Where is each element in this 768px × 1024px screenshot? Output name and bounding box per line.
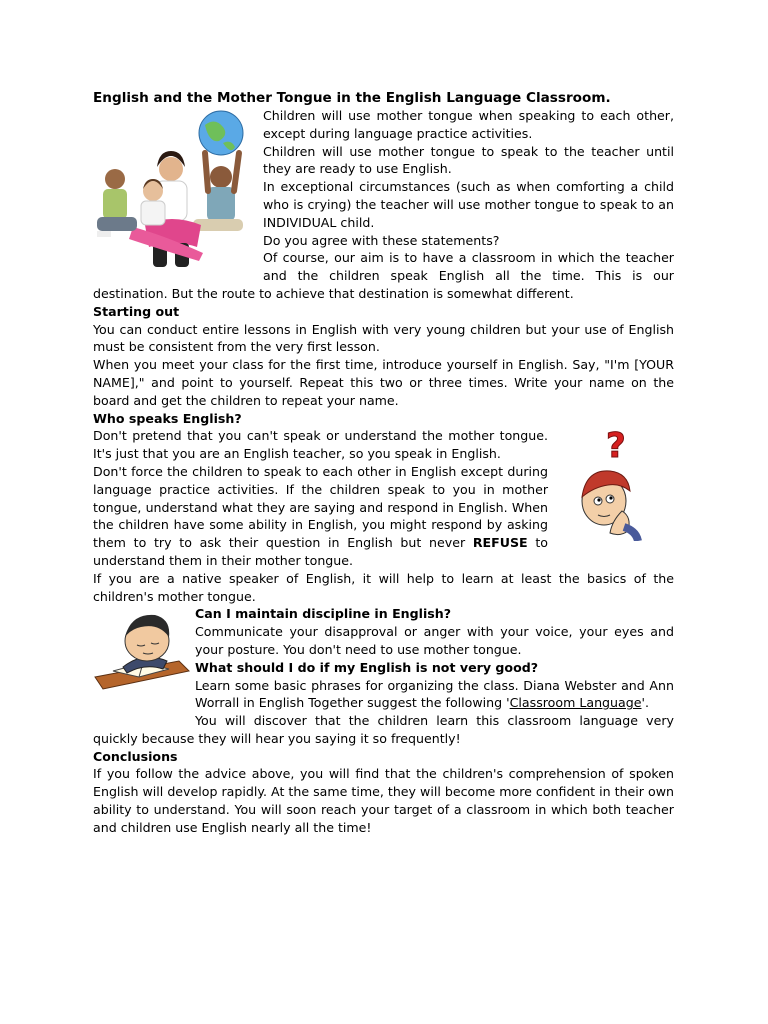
starting-out-paragraph-2: When you meet your class for the first time, introduce yourself in English. Say, "I'm [YOUR NAME]," and point to yourself. Repeat this two or three times. Write your name on the board and get the children to repeat your name.: [93, 357, 674, 408]
thinking-boy-image: [574, 427, 674, 541]
heading-conclusions: Conclusions: [93, 748, 178, 764]
refuse-emphasis: REFUSE: [472, 535, 528, 551]
article: [93, 89, 674, 837]
sleeping-student-image: [93, 605, 191, 711]
starting-out-paragraph-1: You can conduct entire lessons in English with very young children but your use of English must be consistent from the very first lesson.: [93, 321, 674, 355]
document-title: English and the Mother Tongue in the English Language Classroom.: [93, 90, 611, 106]
who-speaks-paragraph-3: If you are a native speaker of English, it will help to learn at least the basics of the children's mother tongue.: [93, 570, 674, 604]
discipline-paragraph: Communicate your disapproval or anger with your voice, your eyes and your posture. You don't need to use mother tongue.: [195, 624, 674, 657]
conclusions-paragraph: If you follow the advice above, you will find that the children's comprehension of spoken English will develop rapidly. At the same time, they will become more confident in their own ability to understand. You will soon reach your target of a classroom in which both teacher and children use English nearly all the time!: [93, 766, 674, 835]
not-good-paragraph-2: You will discover that the children learn this classroom language very quickly because they will hear you saying it so frequently!: [93, 713, 674, 746]
who-speaks-paragraph-1: Don't pretend that you can't speak or understand the mother tongue. It's just that you are an English teacher, so you speak in English.: [93, 428, 548, 462]
children-with-globe-image: [93, 107, 259, 277]
intro-question: Do you agree with these statements?: [263, 232, 500, 248]
svg-text:?: ?: [606, 427, 626, 467]
discipline-section: [195, 605, 674, 712]
intro-paragraph-5: Of course, our aim is to have a classroom in which the teacher and the children speak English all the time. This is our destination. But the route to achieve that destination is somewhat different.: [93, 250, 674, 301]
intro-paragraph-1: Children will use mother tongue when speaking to each other, except during language practice activities.: [263, 108, 674, 141]
heading-english-not-good: What should I do if my English is not very good?: [195, 659, 539, 675]
intro-paragraph-2: Children will use mother tongue to speak to the teacher until they are ready to use English.: [263, 143, 674, 177]
who-speaks-paragraph-2: Don't force the children to speak to each other in English except during language practice activities. If the children speak to you in mother tongue, understand what they are saying and respond in English. When the children have some ability in English, you might respond by asking them to try to ask their question in English but never REFUSE to understand them in their mother tongue.: [93, 463, 548, 568]
heading-who-speaks-english: Who speaks English?: [93, 410, 242, 426]
heading-discipline: Can I maintain discipline in English?: [195, 606, 452, 622]
heading-starting-out: Starting out: [93, 303, 180, 319]
classroom-language-link[interactable]: Classroom Language: [509, 695, 642, 711]
intro-paragraph-3: In exceptional circumstances (such as when comforting a child who is crying) the teacher will use mother tongue to speak to an INDIVIDUAL child.: [263, 179, 674, 230]
not-good-paragraph-1: Learn some basic phrases for organizing the class. Diana Webster and Ann Worrall in English Together suggest the following 'Classroom Language'.: [195, 677, 674, 711]
